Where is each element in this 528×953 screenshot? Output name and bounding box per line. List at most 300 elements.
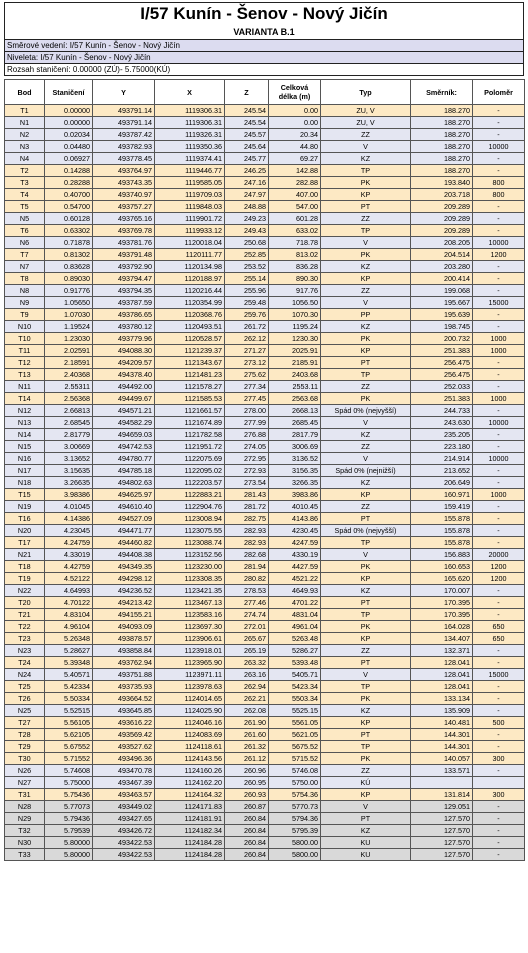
- table-cell: 494492.00: [93, 381, 155, 393]
- table-cell: 718.78: [269, 237, 321, 249]
- table-cell: 1124184.28: [155, 837, 225, 849]
- table-cell: PP: [321, 309, 411, 321]
- table-cell: 1000: [473, 393, 525, 405]
- table-cell: 263.16: [225, 669, 269, 681]
- table-cell: 282.68: [225, 549, 269, 561]
- table-cell: 4.14386: [45, 513, 93, 525]
- table-cell: 493780.12: [93, 321, 155, 333]
- table-cell: 4.24759: [45, 537, 93, 549]
- table-row: [5, 765, 525, 777]
- table-row: [5, 681, 525, 693]
- table-cell: 156.883: [411, 549, 473, 561]
- table-cell: 493664.52: [93, 693, 155, 705]
- table-cell: -: [473, 537, 525, 549]
- table-row: [5, 489, 525, 501]
- table-cell: 188.270: [411, 165, 473, 177]
- table-cell: T3: [5, 177, 45, 189]
- info-profile: Niveleta: I/57 Kunín - Šenov - Nový Jičín: [4, 52, 524, 64]
- table-cell: 407.00: [269, 189, 321, 201]
- table-row: [5, 405, 525, 417]
- table-row: [5, 729, 525, 741]
- table-row: [5, 585, 525, 597]
- table-cell: 132.371: [411, 645, 473, 657]
- table-cell: 4143.86: [269, 513, 321, 525]
- table-cell: 249.43: [225, 225, 269, 237]
- table-cell: ZZ: [321, 765, 411, 777]
- table-cell: 245.77: [225, 153, 269, 165]
- table-cell: TP: [321, 681, 411, 693]
- table-cell: 1122075.69: [155, 453, 225, 465]
- table-cell: 1124181.91: [155, 813, 225, 825]
- table-cell: -: [473, 441, 525, 453]
- table-cell: 1123697.30: [155, 621, 225, 633]
- page-title: I/57 Kunín - Šenov - Nový Jičín: [4, 2, 524, 25]
- table-cell: 1119350.36: [155, 141, 225, 153]
- table-cell: 272.01: [225, 621, 269, 633]
- table-cell: -: [473, 405, 525, 417]
- table-cell: -: [473, 657, 525, 669]
- table-cell: 4.42759: [45, 561, 93, 573]
- table-cell: 1119306.31: [155, 105, 225, 117]
- report-sheet: [4, 2, 524, 861]
- table-cell: 199.068: [411, 285, 473, 297]
- table-cell: 5.67552: [45, 741, 93, 753]
- table-cell: 160.653: [411, 561, 473, 573]
- table-cell: 494625.97: [93, 489, 155, 501]
- table-cell: N7: [5, 261, 45, 273]
- table-cell: 255.14: [225, 273, 269, 285]
- table-cell: 2.81779: [45, 429, 93, 441]
- table-row: [5, 261, 525, 273]
- table-cell: 144.301: [411, 741, 473, 753]
- table-cell: 650: [473, 633, 525, 645]
- table-row: [5, 717, 525, 729]
- table-cell: 277.46: [225, 597, 269, 609]
- table-cell: 260.96: [225, 765, 269, 777]
- table-cell: 4.83104: [45, 609, 93, 621]
- table-cell: KP: [321, 189, 411, 201]
- table-cell: PK: [321, 621, 411, 633]
- table-row: [5, 453, 525, 465]
- table-row: [5, 777, 525, 789]
- table-cell: 261.12: [225, 753, 269, 765]
- table-row: [5, 525, 525, 537]
- table-cell: 140.057: [411, 753, 473, 765]
- table-cell: 4010.45: [269, 501, 321, 513]
- table-cell: 127.570: [411, 837, 473, 849]
- table-cell: 1000: [473, 333, 525, 345]
- table-cell: V: [321, 549, 411, 561]
- table-row: [5, 549, 525, 561]
- table-cell: 1124164.32: [155, 789, 225, 801]
- table-cell: 1200: [473, 561, 525, 573]
- table-cell: 493779.96: [93, 333, 155, 345]
- table-cell: 0.83628: [45, 261, 93, 273]
- table-cell: 1.23030: [45, 333, 93, 345]
- table-cell: 5.79436: [45, 813, 93, 825]
- table-cell: 493791.14: [93, 105, 155, 117]
- table-cell: 1121951.72: [155, 441, 225, 453]
- table-cell: KÚ: [321, 777, 411, 789]
- table-cell: TP: [321, 165, 411, 177]
- table-cell: 155.878: [411, 537, 473, 549]
- table-cell: 249.23: [225, 213, 269, 225]
- table-cell: 1056.50: [269, 297, 321, 309]
- table-row: [5, 537, 525, 549]
- table-cell: -: [473, 321, 525, 333]
- table-cell: -: [473, 429, 525, 441]
- table-cell: T32: [5, 825, 45, 837]
- table-cell: 5.28627: [45, 645, 93, 657]
- table-cell: PT: [321, 513, 411, 525]
- table-cell: -: [473, 837, 525, 849]
- table-cell: T20: [5, 597, 45, 609]
- table-cell: 1123965.90: [155, 657, 225, 669]
- table-cell: 494460.82: [93, 537, 155, 549]
- table-cell: 1124171.83: [155, 801, 225, 813]
- table-cell: 170.395: [411, 609, 473, 621]
- table-cell: T25: [5, 681, 45, 693]
- table-cell: 5.52515: [45, 705, 93, 717]
- table-cell: TP: [321, 225, 411, 237]
- table-cell: TP: [321, 609, 411, 621]
- table-cell: -: [473, 825, 525, 837]
- table-cell: PT: [321, 357, 411, 369]
- table-cell: -: [473, 153, 525, 165]
- table-cell: 164.028: [411, 621, 473, 633]
- table-cell: 3136.52: [269, 453, 321, 465]
- table-cell: 245.54: [225, 105, 269, 117]
- table-cell: 272.93: [225, 465, 269, 477]
- table-cell: ZU, V: [321, 105, 411, 117]
- table-cell: N6: [5, 237, 45, 249]
- table-cell: N8: [5, 285, 45, 297]
- table-cell: 5746.08: [269, 765, 321, 777]
- table-cell: 1124143.56: [155, 753, 225, 765]
- table-cell: 265.67: [225, 633, 269, 645]
- table-cell: -: [473, 129, 525, 141]
- table-cell: 493764.97: [93, 165, 155, 177]
- table-cell: KP: [321, 489, 411, 501]
- table-cell: 260.84: [225, 813, 269, 825]
- col-header: Typ: [321, 80, 411, 105]
- table-cell: 208.205: [411, 237, 473, 249]
- table-cell: 5.62105: [45, 729, 93, 741]
- table-cell: -: [473, 729, 525, 741]
- table-cell: 0.60128: [45, 213, 93, 225]
- table-row: [5, 705, 525, 717]
- table-cell: 277.45: [225, 393, 269, 405]
- table-cell: -: [473, 201, 525, 213]
- col-header: Y: [93, 80, 155, 105]
- table-cell: 1121578.27: [155, 381, 225, 393]
- table-cell: 261.72: [225, 321, 269, 333]
- table-cell: ZZ: [321, 441, 411, 453]
- table-cell: N23: [5, 645, 45, 657]
- table-row: [5, 177, 525, 189]
- table-cell: T33: [5, 849, 45, 861]
- table-cell: 213.652: [411, 465, 473, 477]
- table-cell: 494527.09: [93, 513, 155, 525]
- table-cell: 2.55311: [45, 381, 93, 393]
- table-cell: 1120111.77: [155, 249, 225, 261]
- table-cell: 159.419: [411, 501, 473, 513]
- table-cell: 5.42334: [45, 681, 93, 693]
- table-cell: 493757.27: [93, 201, 155, 213]
- table-cell: 5.39348: [45, 657, 93, 669]
- table-cell: 494209.57: [93, 357, 155, 369]
- table-cell: 247.16: [225, 177, 269, 189]
- table-cell: T13: [5, 369, 45, 381]
- table-cell: KZ: [321, 429, 411, 441]
- table-cell: 494093.09: [93, 621, 155, 633]
- table-cell: 261.32: [225, 741, 269, 753]
- table-cell: 15000: [473, 669, 525, 681]
- table-cell: ZZ: [321, 285, 411, 297]
- table-cell: 494349.35: [93, 561, 155, 573]
- table-cell: PK: [321, 753, 411, 765]
- table-cell: 1119933.12: [155, 225, 225, 237]
- table-cell: 5754.36: [269, 789, 321, 801]
- table-cell: 0.00: [269, 105, 321, 117]
- table-cell: 0.00: [269, 117, 321, 129]
- table-cell: T17: [5, 537, 45, 549]
- table-cell: 5.79539: [45, 825, 93, 837]
- table-cell: T15: [5, 489, 45, 501]
- table-cell: T30: [5, 753, 45, 765]
- table-cell: T4: [5, 189, 45, 201]
- table-cell: 188.270: [411, 105, 473, 117]
- table-cell: 494155.21: [93, 609, 155, 621]
- table-row: [5, 849, 525, 861]
- table-cell: 493422.53: [93, 837, 155, 849]
- table-cell: KU: [321, 837, 411, 849]
- table-row: [5, 117, 525, 129]
- table-cell: N26: [5, 765, 45, 777]
- col-header: Z: [225, 80, 269, 105]
- table-cell: T19: [5, 573, 45, 585]
- table-cell: 128.041: [411, 681, 473, 693]
- table-cell: N28: [5, 801, 45, 813]
- table-cell: 494610.40: [93, 501, 155, 513]
- table-cell: PK: [321, 177, 411, 189]
- table-cell: T21: [5, 609, 45, 621]
- table-cell: 4.96104: [45, 621, 93, 633]
- table-cell: ZU, V: [321, 117, 411, 129]
- table-cell: ZZ: [321, 501, 411, 513]
- table-cell: PK: [321, 333, 411, 345]
- table-cell: TP: [321, 537, 411, 549]
- table-cell: T6: [5, 225, 45, 237]
- table-cell: 235.205: [411, 429, 473, 441]
- table-cell: 10000: [473, 141, 525, 153]
- table-cell: 2.68545: [45, 417, 93, 429]
- table-cell: 280.82: [225, 573, 269, 585]
- table-cell: 1122095.02: [155, 465, 225, 477]
- table-cell: 4521.22: [269, 573, 321, 585]
- table-cell: 282.93: [225, 537, 269, 549]
- table-cell: 493781.76: [93, 237, 155, 249]
- table-cell: 3.98386: [45, 489, 93, 501]
- table-cell: 633.02: [269, 225, 321, 237]
- table-cell: T26: [5, 693, 45, 705]
- table-cell: 262.21: [225, 693, 269, 705]
- table-cell: 1123308.35: [155, 573, 225, 585]
- table-cell: 128.041: [411, 669, 473, 681]
- table-cell: 260.93: [225, 789, 269, 801]
- table-cell: -: [473, 705, 525, 717]
- table-cell: 3.15635: [45, 465, 93, 477]
- table-cell: 204.514: [411, 249, 473, 261]
- table-cell: 140.481: [411, 717, 473, 729]
- table-cell: 195.667: [411, 297, 473, 309]
- table-cell: 5800.00: [269, 837, 321, 849]
- table-cell: 1123918.01: [155, 645, 225, 657]
- table-cell: -: [473, 741, 525, 753]
- table-cell: V: [321, 669, 411, 681]
- table-cell: 493762.94: [93, 657, 155, 669]
- table-cell: 206.649: [411, 477, 473, 489]
- table-cell: 2.40368: [45, 369, 93, 381]
- table-cell: 0.91776: [45, 285, 93, 297]
- table-cell: N19: [5, 501, 45, 513]
- table-cell: 69.27: [269, 153, 321, 165]
- table-cell: 1119306.31: [155, 117, 225, 129]
- table-cell: KZ: [321, 705, 411, 717]
- table-cell: 274.74: [225, 609, 269, 621]
- table-cell: 255.96: [225, 285, 269, 297]
- table-cell: 1120134.98: [155, 261, 225, 273]
- table-cell: 276.88: [225, 429, 269, 441]
- table-cell: 155.878: [411, 513, 473, 525]
- table-cell: 500: [473, 717, 525, 729]
- table-cell: PT: [321, 201, 411, 213]
- table-cell: 246.25: [225, 165, 269, 177]
- table-cell: 0.71878: [45, 237, 93, 249]
- table-cell: 1122883.21: [155, 489, 225, 501]
- table-cell: 5.74608: [45, 765, 93, 777]
- table-cell: TP: [321, 369, 411, 381]
- table-row: [5, 693, 525, 705]
- table-cell: 4961.04: [269, 621, 321, 633]
- table-row: [5, 417, 525, 429]
- table-cell: PT: [321, 597, 411, 609]
- points-table: [4, 79, 525, 861]
- table-cell: -: [473, 693, 525, 705]
- table-cell: 193.840: [411, 177, 473, 189]
- table-cell: KZ: [321, 153, 411, 165]
- table-cell: 1121239.37: [155, 345, 225, 357]
- table-cell: 20.34: [269, 129, 321, 141]
- table-cell: 1121782.58: [155, 429, 225, 441]
- table-cell: TP: [321, 741, 411, 753]
- table-cell: 129.051: [411, 801, 473, 813]
- table-cell: PT: [321, 657, 411, 669]
- table-cell: 1120188.97: [155, 273, 225, 285]
- table-cell: T18: [5, 561, 45, 573]
- table-cell: 5.56105: [45, 717, 93, 729]
- info-range: Rozsah staničení: 0.00000 (ZÚ)- 5.75000(KÚ): [4, 64, 524, 76]
- table-row: [5, 225, 525, 237]
- table-cell: 1120368.76: [155, 309, 225, 321]
- table-cell: 1123230.00: [155, 561, 225, 573]
- table-cell: 1123583.16: [155, 609, 225, 621]
- table-cell: 188.270: [411, 117, 473, 129]
- table-cell: 259.76: [225, 309, 269, 321]
- table-cell: 5621.05: [269, 729, 321, 741]
- table-cell: 1123906.61: [155, 633, 225, 645]
- table-cell: N3: [5, 141, 45, 153]
- table-cell: 2685.45: [269, 417, 321, 429]
- table-cell: -: [473, 609, 525, 621]
- table-cell: 278.00: [225, 405, 269, 417]
- table-cell: 5.80000: [45, 837, 93, 849]
- table-cell: 260.84: [225, 837, 269, 849]
- table-cell: 5393.48: [269, 657, 321, 669]
- table-cell: 274.05: [225, 441, 269, 453]
- table-row: [5, 657, 525, 669]
- table-cell: N14: [5, 429, 45, 441]
- table-cell: 5715.52: [269, 753, 321, 765]
- table-cell: 4.64993: [45, 585, 93, 597]
- table-row: [5, 249, 525, 261]
- table-cell: KZ: [321, 261, 411, 273]
- table-cell: 1195.24: [269, 321, 321, 333]
- table-cell: 5.77073: [45, 801, 93, 813]
- table-cell: 493765.16: [93, 213, 155, 225]
- table-cell: N29: [5, 813, 45, 825]
- table-cell: N9: [5, 297, 45, 309]
- table-cell: 1124184.28: [155, 849, 225, 861]
- table-cell: PK: [321, 561, 411, 573]
- table-cell: 493786.65: [93, 309, 155, 321]
- table-cell: N5: [5, 213, 45, 225]
- table-cell: 278.53: [225, 585, 269, 597]
- table-cell: 800: [473, 177, 525, 189]
- table-cell: 5.71552: [45, 753, 93, 765]
- table-cell: 209.289: [411, 201, 473, 213]
- table-cell: 5.40571: [45, 669, 93, 681]
- table-cell: 493426.72: [93, 825, 155, 837]
- table-cell: 493791.48: [93, 249, 155, 261]
- table-cell: 142.88: [269, 165, 321, 177]
- page-subtitle: VARIANTA B.1: [4, 25, 524, 40]
- table-cell: N20: [5, 525, 45, 537]
- table-cell: 1121674.89: [155, 417, 225, 429]
- table-cell: 1123008.94: [155, 513, 225, 525]
- table-cell: KU: [321, 849, 411, 861]
- table-cell: 1123467.13: [155, 597, 225, 609]
- table-cell: -: [473, 477, 525, 489]
- table-cell: N22: [5, 585, 45, 597]
- table-cell: 493735.93: [93, 681, 155, 693]
- table-cell: 1124160.26: [155, 765, 225, 777]
- table-cell: 5675.52: [269, 741, 321, 753]
- table-cell: 252.033: [411, 381, 473, 393]
- table-cell: 1121661.57: [155, 405, 225, 417]
- table-cell: 253.52: [225, 261, 269, 273]
- table-cell: 4.70122: [45, 597, 93, 609]
- table-cell: 493778.45: [93, 153, 155, 165]
- table-cell: 1121481.23: [155, 369, 225, 381]
- table-cell: -: [473, 681, 525, 693]
- table-cell: 493422.53: [93, 849, 155, 861]
- table-cell: 261.90: [225, 717, 269, 729]
- table-row: [5, 561, 525, 573]
- table-cell: 494408.38: [93, 549, 155, 561]
- table-cell: 1120018.04: [155, 237, 225, 249]
- table-cell: [473, 777, 525, 789]
